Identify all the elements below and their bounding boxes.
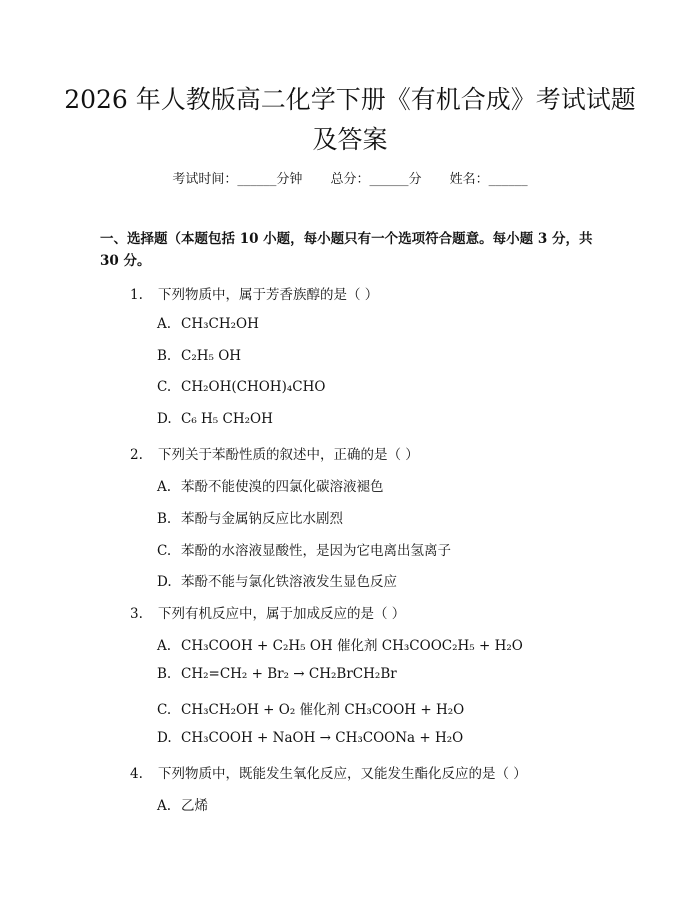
option-text: CH₂=CH₂ + Br₂ → CH₂BrCH₂Br <box>181 666 397 682</box>
question-2 <box>130 443 419 463</box>
section-heading-choice: 一、选择题（本题包括 10 小题，每小题只有一个选项符合题意。每小题 3 分，共 30 分。 <box>100 231 593 269</box>
exam-time: 考试时间：______分钟 <box>172 172 303 187</box>
q1-option-c <box>157 379 325 395</box>
option-letter: D. <box>157 574 172 590</box>
q1-option-d <box>157 411 273 427</box>
question-text: 下列关于苯酚性质的叙述中，正确的是（ ） <box>158 447 419 463</box>
q3-option-c <box>157 698 464 718</box>
question-number: 4. <box>130 766 143 782</box>
option-letter: B. <box>157 348 172 364</box>
option-text: CH₃CH₂OH <box>181 316 259 332</box>
q2-option-a <box>157 475 384 495</box>
option-letter: C. <box>157 379 172 395</box>
question-number: 1. <box>130 287 143 303</box>
exam-meta <box>0 168 700 187</box>
exam-title: 2026 年人教版高二化学下册《有机合成》考试试题及答案 <box>64 85 636 154</box>
option-text: C₆ H₅ CH₂OH <box>181 411 273 427</box>
option-letter: D. <box>157 730 172 746</box>
option-text: 苯酚的水溶液显酸性，是因为它电离出氢离子 <box>181 543 451 559</box>
option-letter: D. <box>157 411 172 427</box>
option-letter: C. <box>157 702 172 718</box>
question-1 <box>130 283 378 303</box>
q4-option-a <box>157 794 208 814</box>
option-text: C₂H₅ OH <box>181 348 242 364</box>
question-3 <box>130 602 405 622</box>
q1-option-b <box>157 348 241 364</box>
q3-option-a <box>157 634 523 654</box>
option-text: CH₂OH(CHOH)₄CHO <box>181 379 326 395</box>
question-number: 3. <box>130 606 143 622</box>
q3-option-b <box>157 666 397 682</box>
question-text: 下列有机反应中，属于加成反应的是（ ） <box>158 606 406 622</box>
option-letter: C. <box>157 543 172 559</box>
option-text: CH₃COOH + NaOH → CH₃COONa + H₂O <box>181 730 464 746</box>
q2-option-b <box>157 507 343 527</box>
q2-option-d <box>157 570 397 590</box>
option-letter: A. <box>157 638 172 654</box>
total-score: 总分：______分 <box>330 172 422 187</box>
option-text: 乙烯 <box>181 798 208 814</box>
option-text: 苯酚与金属钠反应比水剧烈 <box>181 511 343 527</box>
student-name: 姓名：______ <box>449 172 528 187</box>
option-text: CH₃CH₂OH + O₂ 催化剂 CH₃COOH + H₂O <box>181 702 465 718</box>
option-letter: B. <box>157 666 172 682</box>
option-letter: B. <box>157 511 172 527</box>
option-letter: A. <box>157 316 172 332</box>
question-number: 2. <box>130 447 143 463</box>
option-text: 苯酚不能使溴的四氯化碳溶液褪色 <box>181 479 384 495</box>
q2-option-c <box>157 539 451 559</box>
question-text: 下列物质中，属于芳香族醇的是（ ） <box>158 287 379 303</box>
q3-option-d <box>157 730 463 746</box>
option-text: CH₃COOH + C₂H₅ OH 催化剂 CH₃COOC₂H₅ + H₂O <box>181 638 523 654</box>
option-letter: A. <box>157 798 172 814</box>
question-4 <box>130 762 527 782</box>
question-text: 下列物质中，既能发生氧化反应，又能发生酯化反应的是（ ） <box>158 766 527 782</box>
q1-option-a <box>157 316 259 332</box>
option-letter: A. <box>157 479 172 495</box>
option-text: 苯酚不能与氯化铁溶液发生显色反应 <box>181 574 397 590</box>
